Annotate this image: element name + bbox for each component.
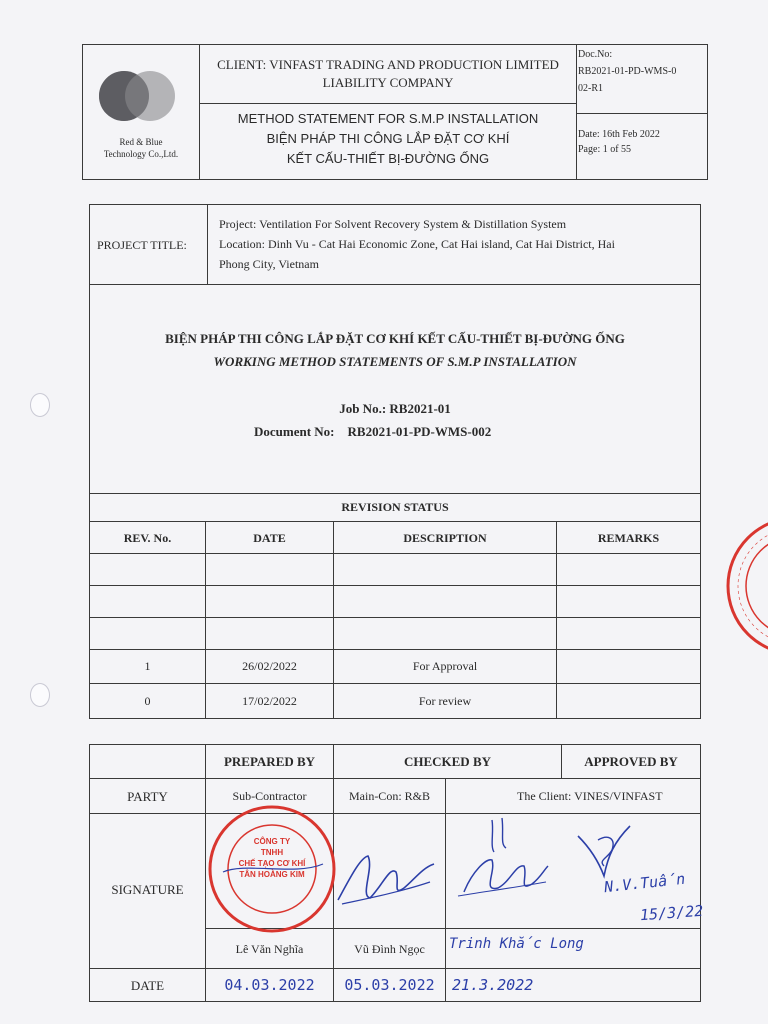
punch-hole-bottom xyxy=(30,683,50,707)
job-number: Job No.: RB2021-01 xyxy=(339,401,451,416)
date-approved: 21.3.2022 xyxy=(452,976,534,994)
document-title-vi: BIỆN PHÁP THI CÔNG LẮP ĐẶT CƠ KHÍ KẾT CẤU-THIẾT BỊ-ĐƯỜNG ỐNG xyxy=(165,331,625,346)
doc-page: Page: 1 of 55 xyxy=(578,144,632,155)
date-checked: 05.03.2022 xyxy=(344,976,435,994)
doc-date: Date: 16th Feb 2022 xyxy=(578,129,660,140)
approver-handwritten-date: 15/3/22 xyxy=(639,901,704,925)
party-label: PARTY xyxy=(127,789,168,804)
signature-approved xyxy=(568,816,648,886)
company-stamp: CÔNG TY TNHH CHẾ TẠO CƠ KHÍ TÂN HOÀNG KIM xyxy=(205,802,339,936)
approver-handwritten-name: N.V.Tuấn xyxy=(603,869,686,897)
date-label: DATE xyxy=(130,978,165,993)
party-prepared: Sub-Contractor xyxy=(232,789,307,803)
signature-checked-mark xyxy=(330,838,440,918)
col-approved-by: APPROVED BY xyxy=(584,754,678,769)
col-prepared-by: PREPARED BY xyxy=(223,754,316,769)
col-remarks: REMARKS xyxy=(597,531,660,545)
project-details: Project: Ventilation For Solvent Recovery System & Distillation System Location: Dinh Vu - Cat Hai Economic Zone, Cat Hai island, Cat Hai District, Hai Phong City, Vietnam xyxy=(219,217,615,271)
party-approved: The Client: VINES/VINFAST xyxy=(517,789,663,803)
name-checked-handwritten: Trinh Khắc Long xyxy=(449,936,584,952)
col-date: DATE xyxy=(253,531,286,545)
revision-status-heading: REVISION STATUS xyxy=(341,500,449,514)
client-name: CLIENT: VINFAST TRADING AND PRODUCTION LIMITED LIABILITY COMPANY xyxy=(217,57,559,90)
col-description: DESCRIPTION xyxy=(403,531,487,545)
signature-checked-second xyxy=(452,812,552,912)
method-statement-title: METHOD STATEMENT FOR S.M.P INSTALLATION BIỆN PHÁP THI CÔNG LẮP ĐẶT CƠ KHÍ KẾT CẤU-THIẾT BỊ-ĐƯỜNG ỐNG xyxy=(237,111,539,166)
company-name: Red & Blue Technology Co.,Ltd. xyxy=(103,137,179,159)
doc-date-page xyxy=(578,127,708,157)
edge-stamp xyxy=(724,506,768,666)
document-title-en: WORKING METHOD STATEMENTS OF S.M.P INSTALLATION xyxy=(213,354,577,369)
company-logo xyxy=(96,66,186,126)
date-prepared: 04.03.2022 xyxy=(224,976,315,994)
name-prepared: Lê Văn Nghĩa xyxy=(235,942,304,956)
signature-label: SIGNATURE xyxy=(111,882,184,897)
party-checked: Main-Con: R&B xyxy=(348,789,430,803)
col-checked-by: CHECKED BY xyxy=(403,754,492,769)
name-checked: Vũ Đình Ngọc xyxy=(354,942,425,956)
doc-number: Doc.No: RB2021-01-PD-WMS-0 02-R1 xyxy=(578,49,677,94)
col-rev-no: REV. No. xyxy=(123,531,172,545)
punch-hole-top xyxy=(30,393,50,417)
document-number: Document No: RB2021-01-PD-WMS-002 xyxy=(254,424,492,439)
project-title-label: PROJECT TITLE: xyxy=(97,238,187,252)
